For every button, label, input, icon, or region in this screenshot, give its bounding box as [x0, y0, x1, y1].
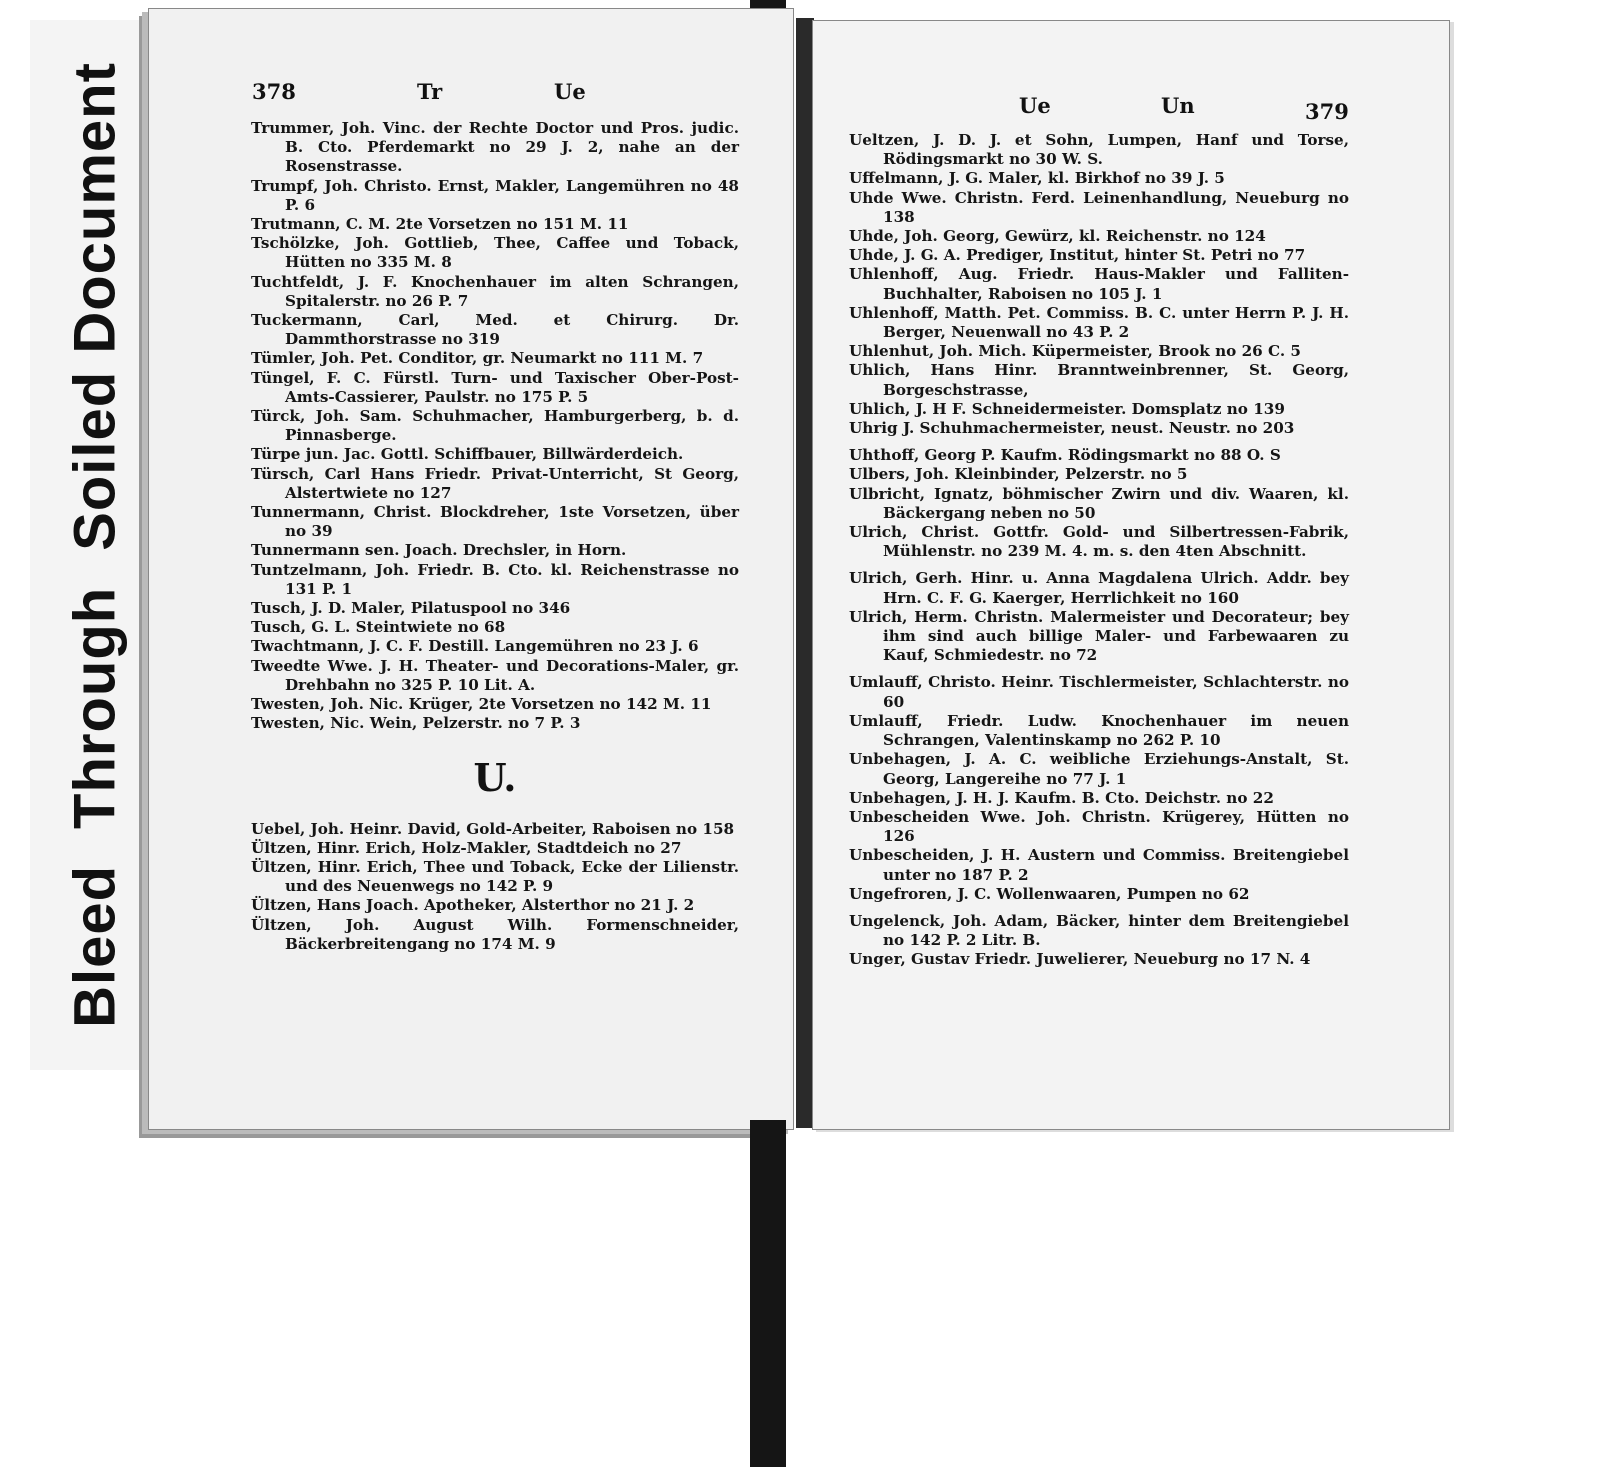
open-book: [148, 8, 1448, 1133]
list-item: Uebel, Joh. Heinr. David, Gold-Arbeiter, Raboisen no 158: [251, 819, 735, 838]
list-item: Twesten, Joh. Nic. Krüger, 2te Vorsetzen no 142 M. 11: [251, 695, 712, 714]
section-letter: U.: [473, 754, 517, 800]
side-label-text: [62, 44, 129, 1046]
label-word-soiled: Soiled Document: [62, 62, 128, 551]
list-item: Türck, Joh. Sam. Schuhmacher, Hamburgerberg, b. d. Pinnasberge.: [251, 407, 739, 445]
left-page: [148, 8, 794, 1130]
list-item: Ulbers, Joh. Kleinbinder, Pelzerstr. no 5: [849, 465, 1188, 484]
list-item: Uhrig J. Schuhmachermeister, neust. Neustr. no 203: [849, 419, 1295, 438]
right-header-right: Un: [1161, 93, 1195, 118]
left-entries: [251, 119, 739, 954]
list-item: Türsch, Carl Hans Friedr. Privat-Unterricht, St Georg, Alstertwiete no 127: [251, 464, 739, 502]
list-item: Tunnermann, Christ. Blockdreher, 1ste Vorsetzen, über no 39: [251, 503, 739, 541]
list-item: Trummer, Joh. Vinc. der Rechte Doctor und Pros. judic. B. Cto. Pferdemarkt no 29 J. 2, nahe an der Rosenstrasse.: [251, 119, 739, 176]
list-item: Umlauff, Friedr. Ludw. Knochenhauer im neuen Schrangen, Valentinskamp no 262 P. 10: [849, 711, 1349, 750]
list-item: Trutmann, C. M. 2te Vorsetzen no 151 M. 11: [251, 215, 629, 234]
bookmark-ribbon-bottom: [750, 1120, 786, 1467]
list-item: Ulbricht, Ignatz, böhmischer Zwirn und div. Waaren, kl. Bäckergang neben no 50: [849, 484, 1349, 522]
list-item: Uhde, J. G. A. Prediger, Institut, hinter St. Petri no 77: [849, 246, 1306, 265]
list-item: Uhlenhut, Joh. Mich. Küpermeister, Brook no 26 C. 5: [849, 342, 1301, 361]
list-item: Tuchtfeldt, J. F. Knochenhauer im alten Schrangen, Spitalerstr. no 26 P. 7: [251, 272, 739, 310]
list-item: Umlauff, Christo. Heinr. Tischlermeister, Schlachterstr. no 60: [849, 673, 1349, 711]
list-item: Tschölzke, Joh. Gottlieb, Thee, Caffee und Toback, Hütten no 335 M. 8: [251, 234, 739, 272]
list-item: Unbescheiden, J. H. Austern und Commiss. Breitengiebel unter no 187 P. 2: [849, 846, 1349, 884]
list-item: Uhlenhoff, Aug. Friedr. Haus-Makler und Falliten-Buchhalter, Raboisen no 105 J. 1: [849, 265, 1349, 303]
list-item: Tweedte Wwe. J. H. Theater- und Decorations-Maler, gr. Drehbahn no 325 P. 10 Lit. A.: [251, 656, 739, 694]
list-item: Ungefroren, J. C. Wollenwaaren, Pumpen no 62: [849, 884, 1250, 903]
label-word-bleed: Bleed: [62, 864, 128, 1028]
list-item: Uhlich, J. H F. Schneidermeister. Domsplatz no 139: [849, 399, 1285, 418]
list-item: Uhthoff, Georg P. Kaufm. Rödingsmarkt no 88 O. S: [849, 446, 1281, 465]
list-item: Uffelmann, J. G. Maler, kl. Birkhof no 39 J. 5: [849, 169, 1225, 188]
list-item: Tuntzelmann, Joh. Friedr. B. Cto. kl. Reichenstrasse no 131 P. 1: [251, 560, 739, 598]
list-item: Uhde, Joh. Georg, Gewürz, kl. Reichenstr. no 124: [849, 227, 1266, 246]
right-page: [812, 20, 1450, 1130]
list-item: Twesten, Nic. Wein, Pelzerstr. no 7 P. 3: [251, 714, 581, 733]
right-page-number: 379: [1305, 99, 1349, 124]
list-item: Uhlenhoff, Matth. Pet. Commiss. B. C. unter Herrn P. J. H. Berger, Neuenwall no 43 P. 2: [849, 303, 1349, 342]
list-item: Uhlich, Hans Hinr. Branntweinbrenner, St. Georg, Borgeschstrasse,: [849, 361, 1349, 399]
right-header-left: Ue: [1019, 93, 1051, 118]
left-header-right: Ue: [554, 79, 586, 104]
list-item: Tümler, Joh. Pet. Conditor, gr. Neumarkt no 111 M. 7: [251, 349, 704, 368]
list-item: Ulrich, Gerh. Hinr. u. Anna Magdalena Ulrich. Addr. bey Hrn. C. F. G. Kaerger, Herrlichkeit no 160: [849, 569, 1349, 607]
list-item: Ungelenck, Joh. Adam, Bäcker, hinter dem Breitengiebel no 142 P. 2 Litr. B.: [849, 911, 1349, 950]
list-item: Ültzen, Hinr. Erich, Thee und Toback, Ecke der Lilienstr. und des Neuenwegs no 142 P. 9: [251, 857, 739, 896]
right-entries: [849, 131, 1349, 970]
list-item: Twachtmann, J. C. F. Destill. Langemühren no 23 J. 6: [251, 637, 699, 656]
list-item: Ültzen, Hinr. Erich, Holz-Makler, Stadtdeich no 27: [251, 838, 682, 857]
list-item: Ulrich, Herm. Christn. Malermeister und Decorateur; bey ihm sind auch billige Maler- und Farbewaaren zu Kauf, Schmiedestr. no 72: [849, 607, 1349, 665]
list-item: Tusch, J. D. Maler, Pilatuspool no 346: [251, 599, 571, 618]
list-item: Unger, Gustav Friedr. Juwelierer, Neueburg no 17 N. 4: [849, 950, 1311, 969]
list-item: Tusch, G. L. Steintwiete no 68: [251, 618, 506, 637]
list-item: Tunnermann sen. Joach. Drechsler, in Horn.: [251, 541, 627, 560]
list-item: Türpe jun. Jac. Gottl. Schiffbauer, Billwärderdeich.: [251, 445, 684, 464]
list-item: Ueltzen, J. D. J. et Sohn, Lumpen, Hanf und Torse, Rödingsmarkt no 30 W. S.: [849, 131, 1349, 169]
list-item: Ültzen, Hans Joach. Apotheker, Alsterthor no 21 J. 2: [251, 896, 695, 915]
list-item: Trumpf, Joh. Christo. Ernst, Makler, Langemühren no 48 P. 6: [251, 176, 739, 214]
list-item: Unbescheiden Wwe. Joh. Christn. Krügerey, Hütten no 126: [849, 807, 1349, 846]
left-page-number: 378: [252, 79, 296, 104]
list-item: Unbehagen, J. A. C. weibliche Erziehungs-Anstalt, St. Georg, Langereihe no 77 J. 1: [849, 750, 1349, 788]
list-item: Tüngel, F. C. Fürstl. Turn- und Taxischer Ober-Post-Amts-Cassierer, Paulstr. no 175 P. 5: [251, 368, 739, 406]
list-item: Unbehagen, J. H. J. Kaufm. B. Cto. Deichstr. no 22: [849, 788, 1274, 807]
left-header-left: Tr: [417, 79, 443, 104]
list-item: Ulrich, Christ. Gottfr. Gold- und Silbertressen-Fabrik, Mühlenstr. no 239 M. 4. m. s. den 4ten Abschnitt.: [849, 523, 1349, 561]
list-item: Tuckermann, Carl, Med. et Chirurg. Dr. Dammthorstrasse no 319: [251, 311, 739, 349]
list-item: Uhde Wwe. Christn. Ferd. Leinenhandlung, Neueburg no 138: [849, 188, 1349, 226]
label-word-through: Through: [62, 586, 128, 829]
list-item: Ültzen, Joh. August Wilh. Formenschneider, Bäckerbreitengang no 174 M. 9: [251, 915, 739, 953]
